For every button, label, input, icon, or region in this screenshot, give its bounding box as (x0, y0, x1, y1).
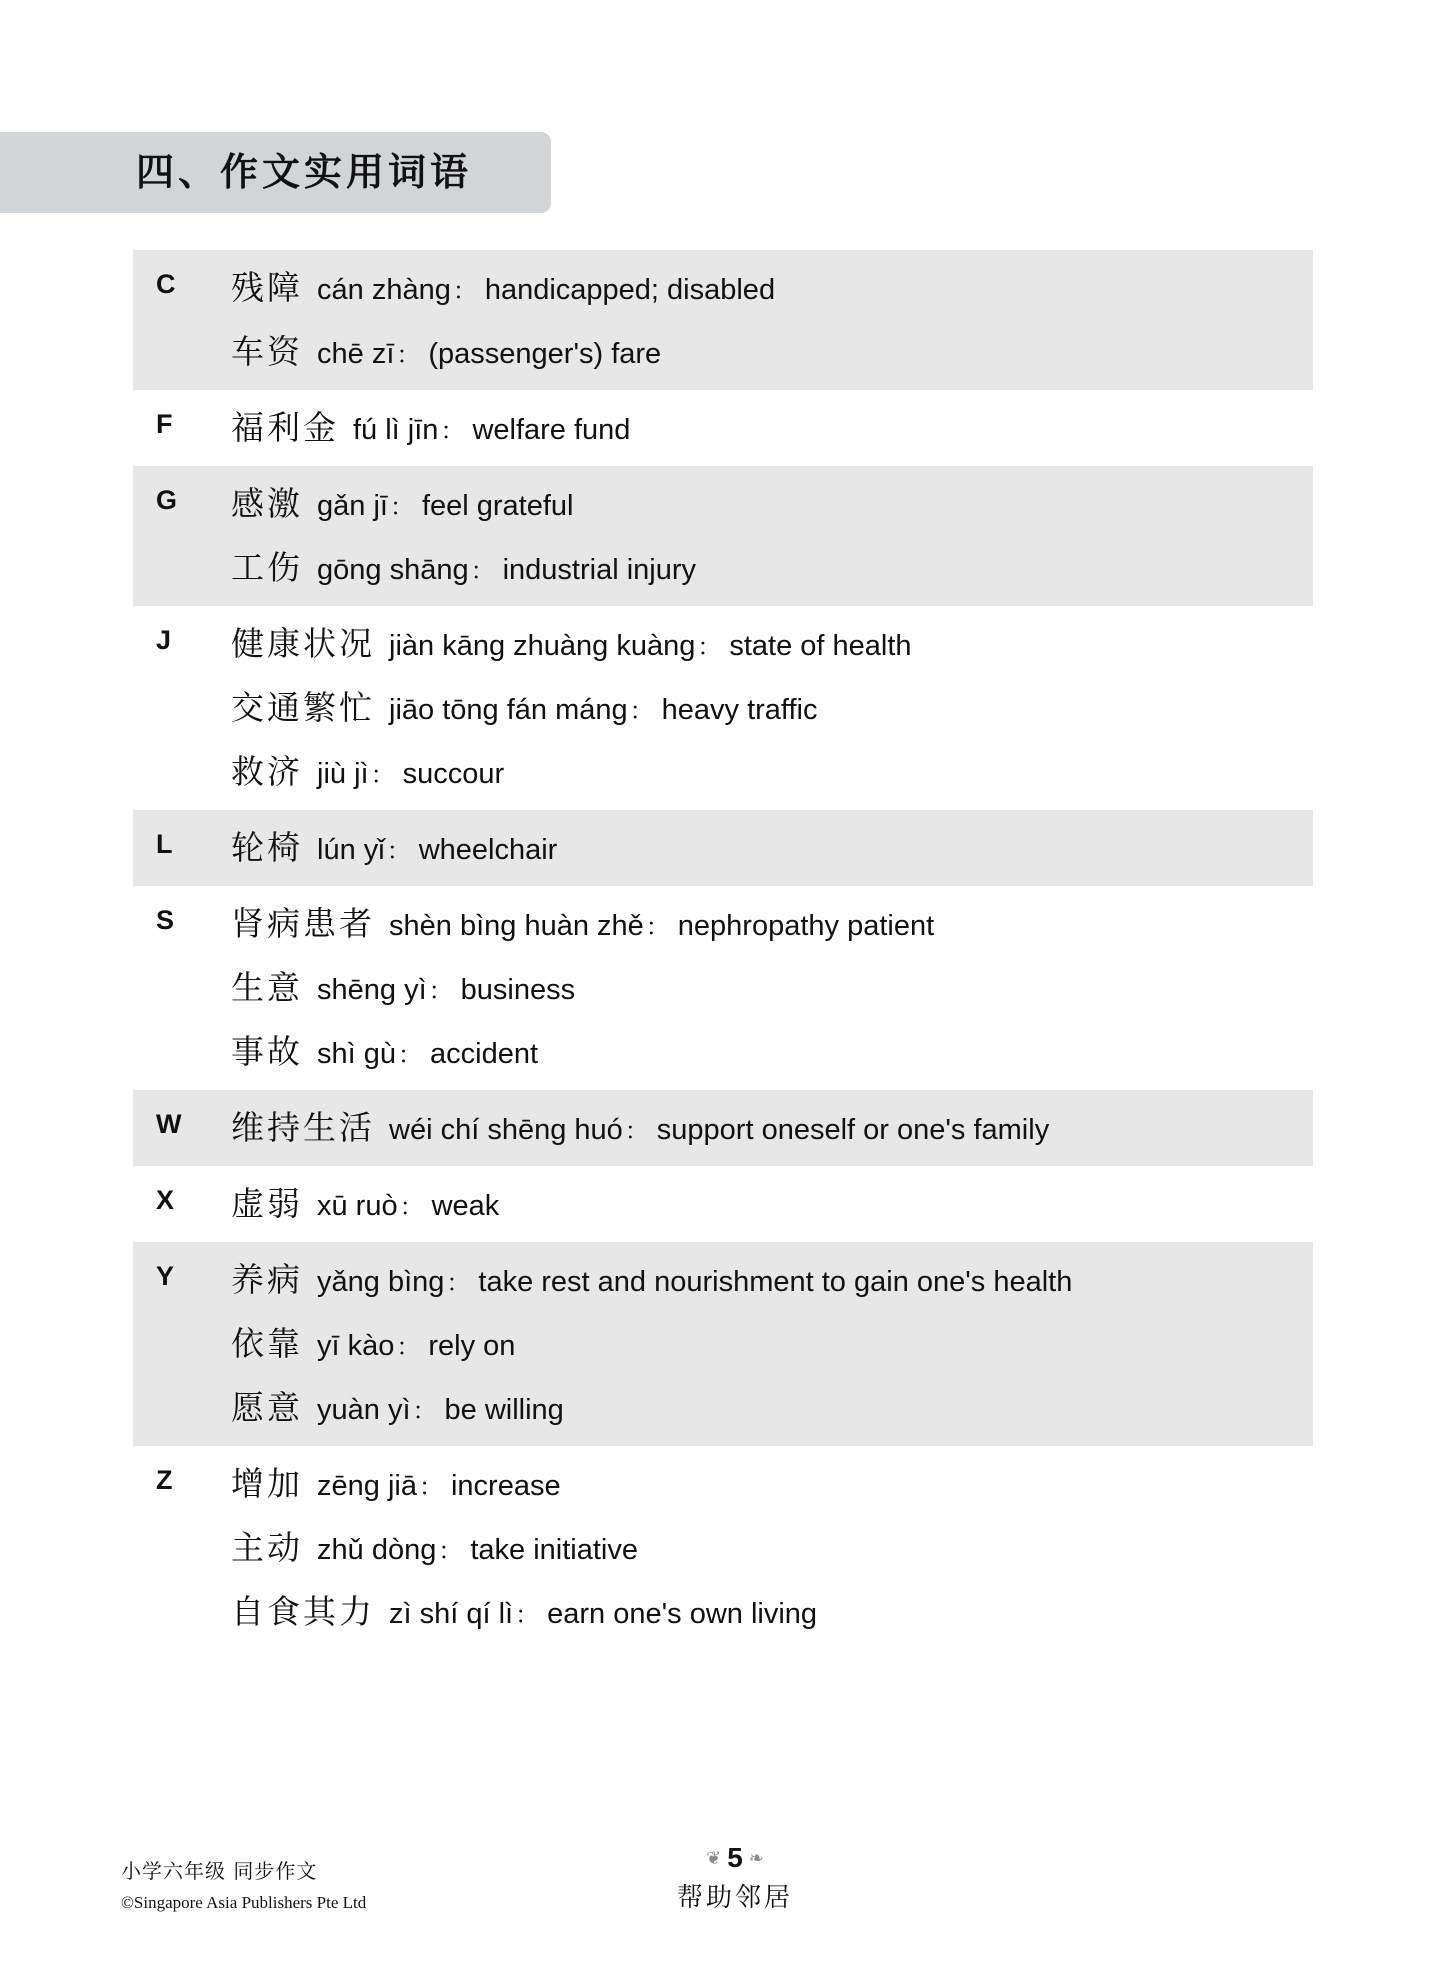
vocab-entry (133, 816, 1313, 880)
entry-meaning: welfare fund (472, 414, 631, 446)
vocab-entry (133, 1452, 1313, 1516)
entry-hanzi: 增加 (231, 1464, 303, 1503)
vocab-section-z (133, 1446, 1313, 1650)
vocab-section-w (133, 1090, 1313, 1166)
entry-pinyin: chē zī (317, 338, 395, 370)
entry-separator: ： (389, 493, 414, 521)
entry-hanzi: 感激 (231, 484, 303, 523)
vocab-entry (133, 396, 1313, 460)
vocab-entry (133, 1580, 1313, 1644)
entry-hanzi: 轮椅 (231, 828, 303, 867)
entry-pinyin: jiāo tōng fán máng (389, 694, 628, 726)
vocab-entry (133, 472, 1313, 536)
entry-separator: ： (515, 1601, 540, 1629)
copyright-notice: ©Singapore Asia Publishers Pte Ltd (121, 1893, 367, 1912)
entry-separator: ： (645, 913, 670, 941)
section-letter: G (156, 485, 178, 515)
section-letter: C (156, 269, 176, 299)
entry-pinyin: shēng yì (317, 974, 427, 1006)
entry-meaning: accident (430, 1038, 539, 1070)
vocab-entry (133, 1516, 1313, 1580)
entry-pinyin: yǎng bìng (317, 1266, 445, 1298)
section-letter: S (156, 905, 175, 935)
entry-separator: ： (624, 1117, 649, 1145)
section-letter: Z (156, 1465, 173, 1495)
entry-meaning: (passenger's) fare (428, 338, 662, 370)
entry-separator: ： (438, 1537, 463, 1565)
vocab-entry (133, 1248, 1313, 1312)
entry-pinyin: zēng jiā (317, 1470, 417, 1502)
entry-meaning: be willing (444, 1394, 564, 1426)
entry-hanzi: 肾病患者 (231, 904, 375, 943)
entry-pinyin: fú lì jīn (353, 414, 439, 446)
entry-separator: ： (452, 277, 477, 305)
vocab-entry (133, 256, 1313, 320)
section-letter: Y (156, 1261, 175, 1291)
vocab-section-x (133, 1166, 1313, 1242)
footer-left (121, 1855, 366, 1913)
entry-meaning: take initiative (470, 1534, 638, 1566)
footer-center (660, 1843, 810, 1914)
entry-hanzi: 虚弱 (231, 1184, 303, 1223)
entry-meaning: take rest and nourishment to gain one's health (478, 1266, 1073, 1298)
entry-hanzi: 自食其力 (231, 1592, 375, 1631)
vocab-section-y (133, 1242, 1313, 1446)
entry-meaning: nephropathy patient (677, 910, 935, 942)
entry-meaning: support oneself or one's family (656, 1114, 1050, 1146)
entry-separator: ： (697, 633, 722, 661)
entry-hanzi: 维持生活 (231, 1108, 375, 1147)
entry-hanzi: 福利金 (231, 408, 339, 447)
vocab-entry (133, 1312, 1313, 1376)
entry-hanzi: 主动 (231, 1528, 303, 1567)
section-title-bar (0, 132, 551, 213)
entry-meaning: increase (450, 1470, 561, 1502)
entry-hanzi: 生意 (231, 968, 303, 1007)
page-number-row (660, 1843, 810, 1873)
section-title: 四、作文实用词语 (136, 150, 473, 194)
entry-meaning: feel grateful (421, 490, 574, 522)
book-title: 小学六年级 同步作文 (121, 1859, 318, 1883)
entry-meaning: handicapped; disabled (484, 274, 776, 306)
entry-meaning: heavy traffic (661, 694, 818, 726)
entry-meaning: weak (431, 1190, 500, 1222)
entry-hanzi: 事故 (231, 1032, 303, 1071)
entry-hanzi: 养病 (231, 1260, 303, 1299)
vocab-entry (133, 740, 1313, 804)
entry-hanzi: 交通繁忙 (231, 688, 375, 727)
vocab-entry (133, 892, 1313, 956)
entry-meaning: business (460, 974, 576, 1006)
entry-pinyin: jiàn kāng zhuàng kuàng (389, 630, 696, 662)
entry-separator: ： (470, 557, 495, 585)
entry-pinyin: wéi chí shēng huó (389, 1114, 623, 1146)
vocab-section-g (133, 466, 1313, 606)
entry-pinyin: yī kào (317, 1330, 395, 1362)
entry-meaning: rely on (428, 1330, 516, 1362)
entry-meaning: earn one's own living (547, 1598, 818, 1630)
page-number: 5 (727, 1842, 743, 1873)
entry-separator: ： (440, 417, 465, 445)
entry-meaning: state of health (729, 630, 912, 662)
vocab-entry (133, 612, 1313, 676)
vocab-entry (133, 1376, 1313, 1440)
vocab-section-l (133, 810, 1313, 886)
entry-separator: ： (428, 977, 453, 1005)
entry-pinyin: xū ruò (317, 1190, 398, 1222)
vocab-entry (133, 956, 1313, 1020)
entry-pinyin: zì shí qí lì (389, 1598, 514, 1630)
entry-separator: ： (446, 1269, 471, 1297)
vocab-entry (133, 1172, 1313, 1236)
entry-meaning: industrial injury (502, 554, 697, 586)
entry-hanzi: 健康状况 (231, 624, 375, 663)
entry-hanzi: 依靠 (231, 1324, 303, 1363)
vocab-entry (133, 676, 1313, 740)
vocab-entry (133, 1096, 1313, 1160)
entry-separator: ： (386, 837, 411, 865)
entry-pinyin: zhǔ dòng (317, 1534, 437, 1566)
entry-separator: ： (370, 761, 395, 789)
entry-pinyin: shì gù (317, 1038, 396, 1070)
section-letter: F (156, 409, 173, 439)
vocabulary-list (133, 250, 1313, 1650)
section-letter: W (156, 1109, 182, 1139)
entry-pinyin: gǎn jī (317, 490, 388, 522)
entry-separator: ： (396, 341, 421, 369)
entry-meaning: wheelchair (418, 834, 558, 866)
vocab-section-s (133, 886, 1313, 1090)
section-letter: L (156, 829, 173, 859)
entry-pinyin: shèn bìng huàn zhě (389, 910, 644, 942)
chapter-title: 帮助邻居 (676, 1883, 793, 1913)
vocab-section-j (133, 606, 1313, 810)
entry-separator: ： (629, 697, 654, 725)
entry-pinyin: gōng shāng (317, 554, 469, 586)
entry-hanzi: 救济 (231, 752, 303, 791)
vocab-entry (133, 320, 1313, 384)
entry-separator: ： (399, 1193, 424, 1221)
entry-separator: ： (412, 1397, 437, 1425)
vocab-entry (133, 1020, 1313, 1084)
ornament-right-icon: ❧ (748, 1847, 764, 1869)
entry-meaning: succour (402, 758, 505, 790)
entry-pinyin: cán zhàng (317, 274, 451, 306)
section-letter: J (156, 625, 172, 655)
entry-separator: ： (396, 1333, 421, 1361)
entry-hanzi: 车资 (231, 332, 303, 371)
entry-hanzi: 残障 (231, 268, 303, 307)
vocab-section-c (133, 250, 1313, 390)
ornament-left-icon: ❦ (706, 1847, 722, 1869)
vocab-entry (133, 536, 1313, 600)
vocab-section-f (133, 390, 1313, 466)
entry-separator: ： (418, 1473, 443, 1501)
entry-pinyin: lún yǐ (317, 834, 385, 866)
entry-hanzi: 愿意 (231, 1388, 303, 1427)
entry-pinyin: jiù jì (317, 758, 369, 790)
entry-hanzi: 工伤 (231, 548, 303, 587)
entry-separator: ： (398, 1041, 422, 1069)
section-letter: X (156, 1185, 175, 1215)
entry-pinyin: yuàn yì (317, 1394, 411, 1426)
